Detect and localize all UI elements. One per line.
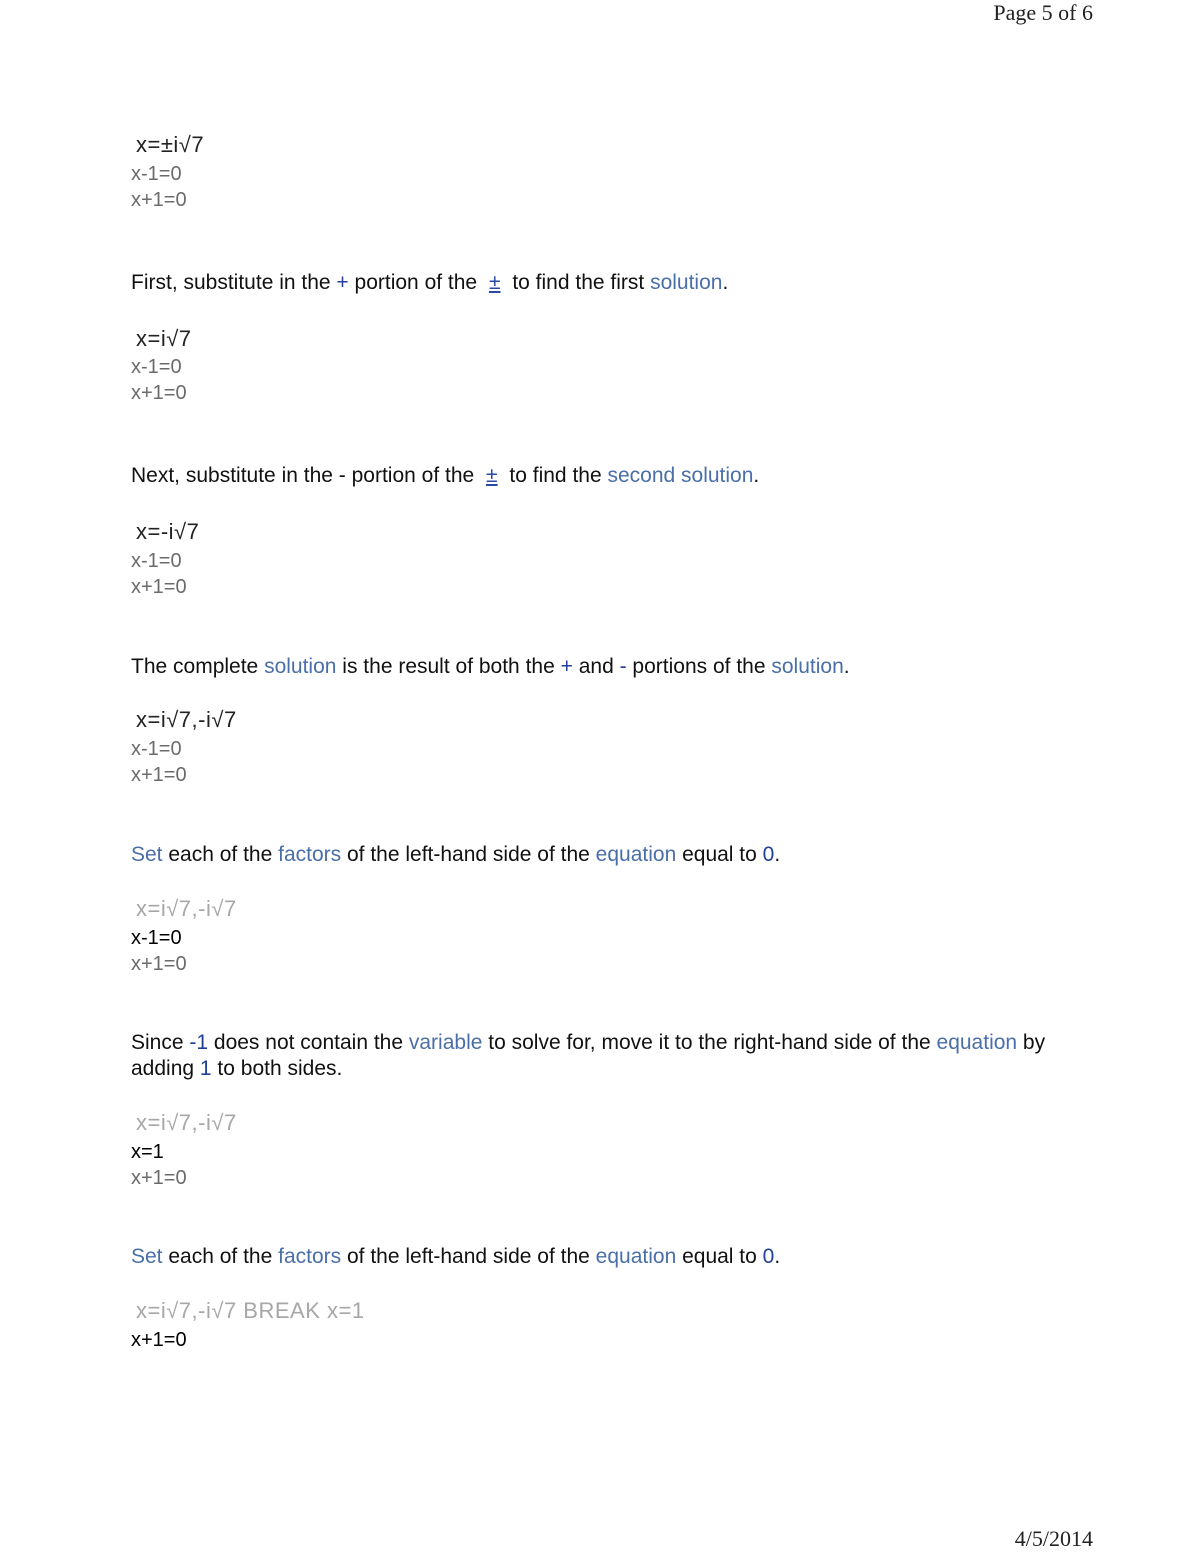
text-run: to solve for, move it to the right-hand side of the <box>482 1031 937 1054</box>
text-run: Since <box>131 1031 190 1054</box>
text-run: . <box>753 464 760 487</box>
text-run: equal to <box>676 843 763 866</box>
text-run: Next, substitute in the - portion of the <box>131 464 481 487</box>
one-value: 1 <box>199 1057 212 1080</box>
math-expression: x=i√7,-i√7 <box>136 707 237 732</box>
text-run: to find the first <box>506 271 651 294</box>
text-run: to both sides. <box>211 1057 343 1080</box>
equation-link[interactable]: equation <box>936 1031 1018 1054</box>
equation-line: x-1=0 <box>131 356 182 378</box>
text-run: portion of the <box>348 271 483 294</box>
text-run: each of the <box>162 1245 279 1268</box>
math-expression: x=±i√7 <box>136 132 205 157</box>
equation-line: x-1=0 <box>131 550 182 572</box>
set-link[interactable]: Set <box>131 1245 163 1268</box>
instruction-paragraph <box>131 1030 1051 1082</box>
solution-link[interactable]: solution <box>771 655 844 678</box>
text-run: The complete <box>131 655 265 678</box>
text-run: portions of the <box>626 655 772 678</box>
text-run: First, substitute in the <box>131 271 337 294</box>
equation-line: x+1=0 <box>131 382 187 404</box>
text-run: . <box>774 1245 781 1268</box>
plus-minus-link[interactable]: ± <box>488 271 501 294</box>
equation-line: x+1=0 <box>131 576 187 598</box>
plus-minus-link[interactable]: ± <box>486 464 498 487</box>
solution-link[interactable]: solution <box>650 271 723 294</box>
text-run: to find the <box>503 464 608 487</box>
print-date: 4/5/2014 <box>1014 1526 1093 1551</box>
instruction-paragraph <box>131 270 1051 296</box>
text-run: . <box>843 655 850 678</box>
text-run: each of the <box>162 843 279 866</box>
math-expression: x=-i√7 <box>136 519 200 544</box>
equation-line: x+1=0 <box>131 189 187 211</box>
equation-line: x+1=0 <box>131 1167 187 1189</box>
math-expression: x=i√7 <box>136 326 192 351</box>
equation-line: x+1=0 <box>131 764 187 786</box>
instruction-paragraph <box>131 463 1051 489</box>
math-expression: x=i√7,-i√7 BREAK x=1 <box>136 1298 365 1323</box>
text-run: . <box>774 843 781 866</box>
instruction-paragraph <box>131 654 1051 680</box>
math-expression: x=i√7,-i√7 <box>136 1110 237 1135</box>
minus-sign: - <box>619 655 627 678</box>
equation-link[interactable]: equation <box>595 1245 677 1268</box>
math-expression: x=i√7,-i√7 <box>136 896 237 921</box>
text-run: by adding <box>131 1031 1046 1080</box>
text-run: equal to <box>676 1245 763 1268</box>
factors-link[interactable]: factors <box>278 1245 342 1268</box>
second-solution-link[interactable]: second solution <box>607 464 754 487</box>
text-run: does not contain the <box>208 1031 409 1054</box>
text-run: of the left-hand side of the <box>341 843 596 866</box>
page-number: Page 5 of 6 <box>993 0 1093 25</box>
set-link[interactable]: Set <box>131 843 163 866</box>
plus-sign: + <box>336 271 349 294</box>
zero-value: 0 <box>762 843 775 866</box>
equation-line: x-1=0 <box>131 163 182 185</box>
text-run: is the result of both the <box>336 655 561 678</box>
factors-link[interactable]: factors <box>278 843 342 866</box>
equation-line: x-1=0 <box>131 927 182 949</box>
zero-value: 0 <box>762 1245 775 1268</box>
equation-line: x+1=0 <box>131 1329 187 1351</box>
instruction-paragraph <box>131 1244 1051 1270</box>
text-run: and <box>572 655 620 678</box>
equation-line: x+1=0 <box>131 953 187 975</box>
plus-sign: + <box>560 655 573 678</box>
variable-link[interactable]: variable <box>408 1031 483 1054</box>
text-run: . <box>722 271 729 294</box>
equation-link[interactable]: equation <box>595 843 677 866</box>
equation-line: x-1=0 <box>131 738 182 760</box>
text-run: of the left-hand side of the <box>341 1245 596 1268</box>
equation-line: x=1 <box>131 1141 164 1163</box>
instruction-paragraph <box>131 842 1051 868</box>
negative-one: -1 <box>189 1031 209 1054</box>
solution-link[interactable]: solution <box>264 655 337 678</box>
